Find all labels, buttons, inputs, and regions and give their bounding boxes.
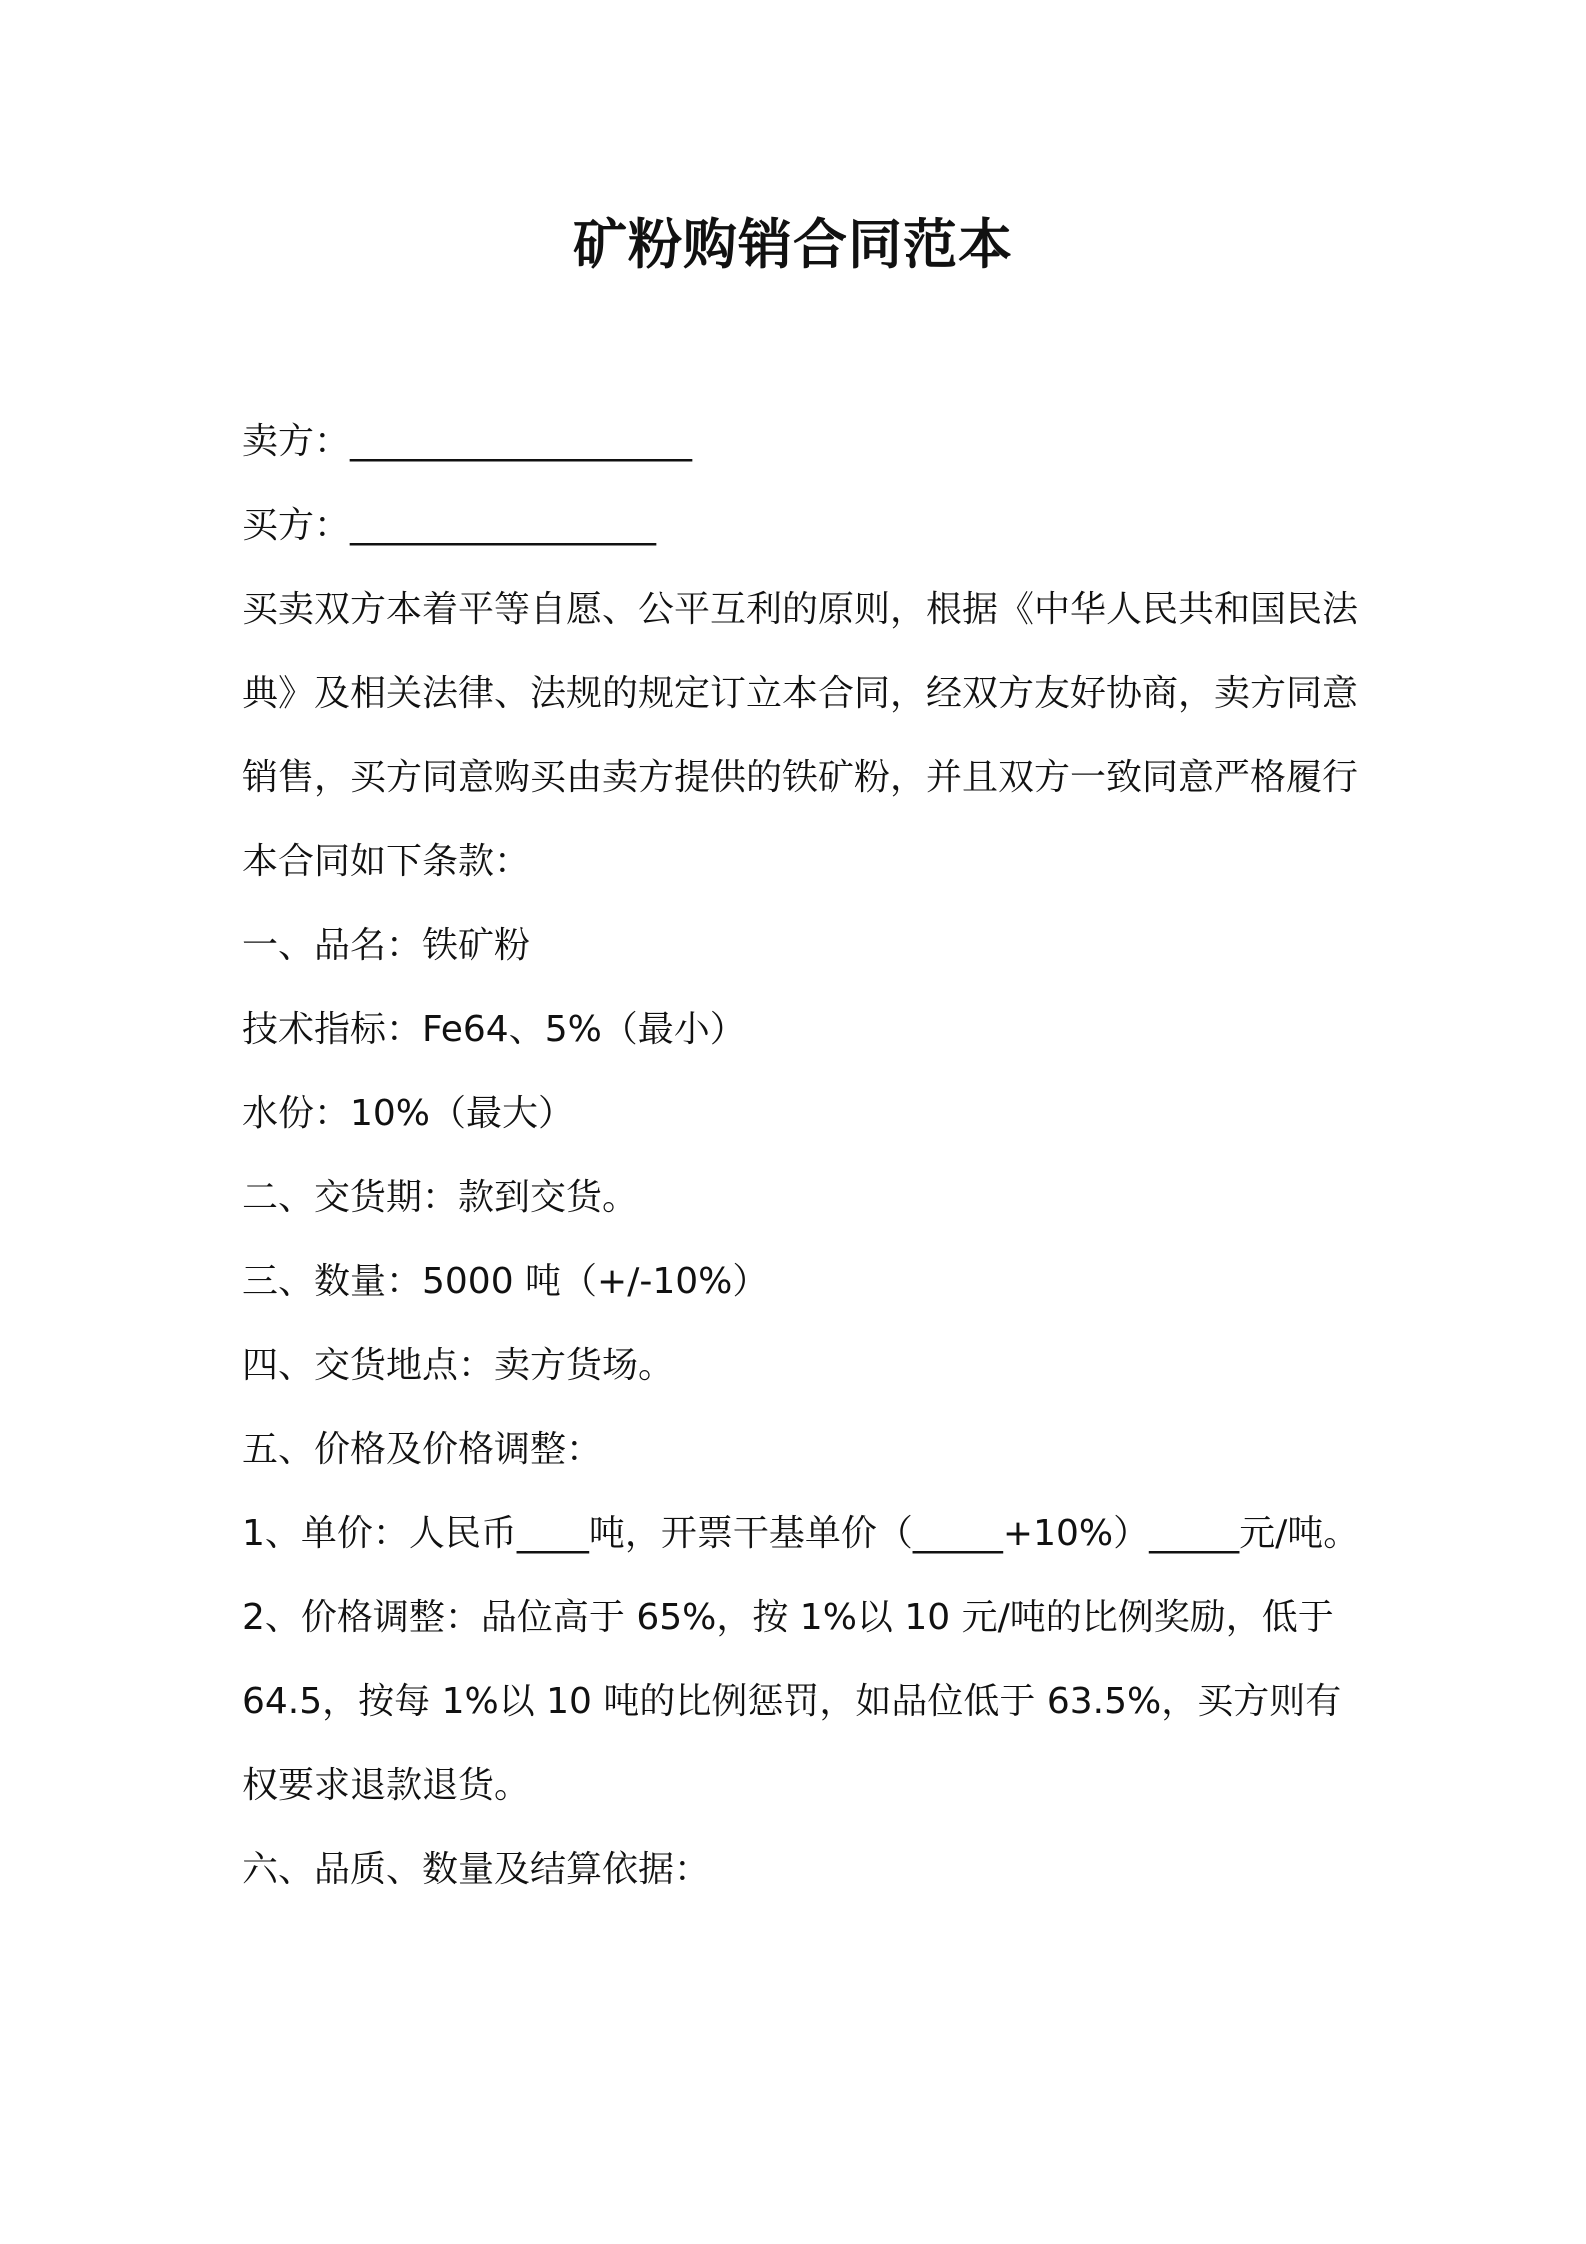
document-title: 矿粉购销合同范本 (573, 213, 1013, 276)
document-body (242, 400, 1362, 1912)
item2-delivery-period: 二、交货期：款到交货。 (242, 1177, 639, 1218)
item1-product-name: 一、品名：铁矿粉 (242, 925, 531, 966)
item4-delivery-place: 四、交货地点：卖方货场。 (242, 1345, 675, 1386)
buyer-line: 买方：_________________ (242, 505, 657, 546)
intro-paragraph: 买卖双方本着平等自愿、公平互利的原则，根据《中华人民共和国民法典》及相关法律、法规的规定订立本合同，经双方友好协商，卖方同意销售，买方同意购买由卖方提供的铁矿粉，并且双方一致同意严格履行本合同如下条款： (242, 589, 1359, 882)
seller-line: 卖方：___________________ (242, 421, 693, 462)
item5-heading: 五、价格及价格调整： (242, 1429, 603, 1470)
item6-heading: 六、品质、数量及结算依据： (242, 1849, 711, 1890)
moisture-spec: 水份：10%（最大） (242, 1093, 575, 1134)
technical-spec: 技术指标：Fe64、5%（最小） (242, 1009, 746, 1050)
item3-quantity: 三、数量：5000 吨（+/-10%） (242, 1261, 769, 1302)
item5-price-adjustment: 2、价格调整：品位高于 65%，按 1%以 10 元/吨的比例奖励，低于 64.5，按每 1%以 10 吨的比例惩罚，如品位低于 63.5%，买方则有权要求退款退货。 (242, 1597, 1342, 1806)
item5-unit-price: 1、单价：人民币____吨，开票干基单价（_____+10%）_____元/吨。 (242, 1513, 1360, 1554)
